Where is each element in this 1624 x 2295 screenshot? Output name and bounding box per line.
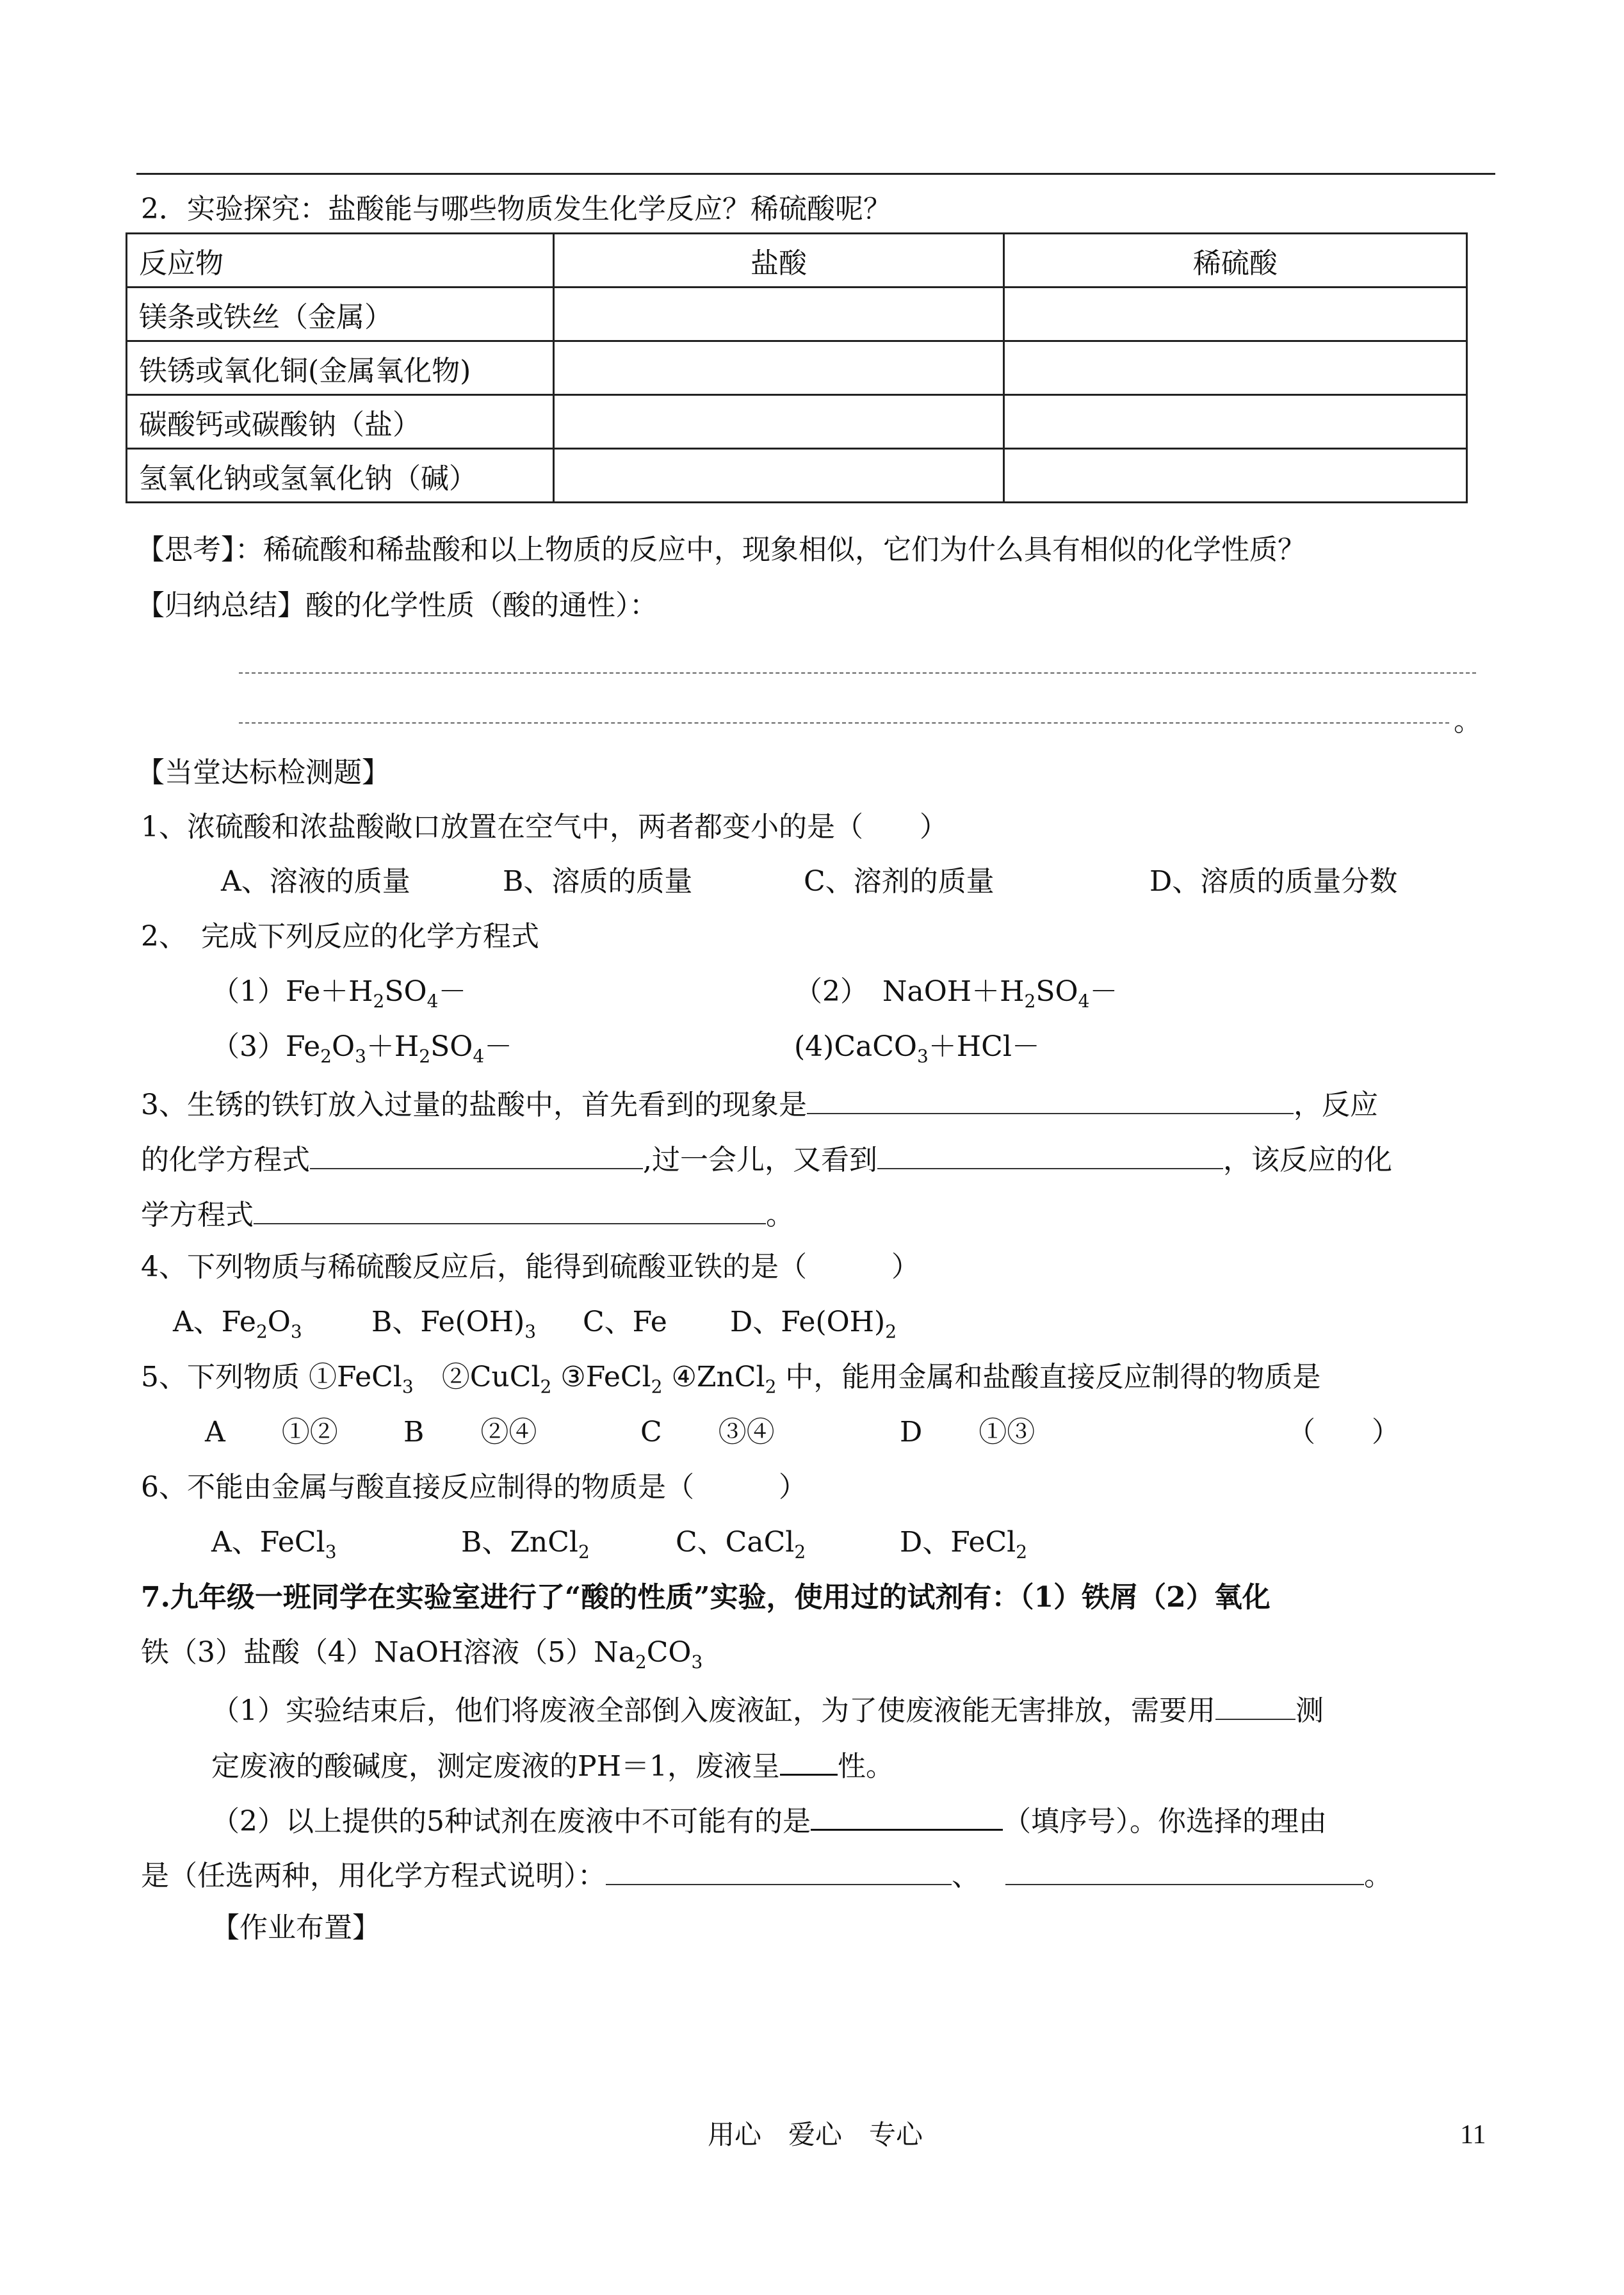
q2-equation-1: $(1)Fe+H_2SO_4-$ [211,975,467,1012]
answer-line-1[interactable] [239,672,1476,674]
table-header-h2so4: 稀硫酸 [1003,234,1466,288]
section2-title: 2．实验探究：盐酸能与哪些物质发生化学反应？稀硫酸呢？ [141,193,891,225]
table-cell-empty[interactable] [554,449,1004,503]
table-row [127,449,1467,503]
table-row-label: 碳酸钙或碳酸钠（盐） [127,395,554,449]
table-row-label: 氢氧化钠或氢氧化钠（碱） [127,449,554,503]
q5-option-c[interactable]: C ③④ [640,1416,775,1448]
q5-answer-paren[interactable]: （ ） [1287,1416,1400,1448]
q7-line-2: 铁（3）盐酸（4）NaOH溶液$(5)Na_2CO_3$ [141,1636,703,1673]
q2-equation-3: $(3)Fe_2O_3+H_2SO_4-$ [211,1030,513,1067]
table-header-hcl: 盐酸 [554,234,1004,288]
q2-equation-2: （2） $NaOH+H_2SO_4-$ [794,975,1118,1012]
table-row-label: 镁条或铁丝（金属） [127,288,554,341]
table-row [127,395,1467,449]
q2-equation-4: (4)CaCO$_3$＋HCl－ [794,1030,1040,1067]
summary-end-mark: 。 [1454,705,1482,738]
q3-blank-phenomenon-2[interactable] [877,1139,1223,1169]
q5-option-a[interactable]: A ①② [205,1416,338,1448]
q7-blank-nature[interactable] [780,1744,838,1776]
q7-blank-reason-2[interactable] [1005,1854,1364,1885]
table-header-row [127,234,1467,288]
table-cell-empty[interactable] [1003,395,1466,449]
q4-option-a[interactable]: A、$Fe_2O_3$ [173,1306,302,1342]
q3-blank-equation-1[interactable] [310,1139,643,1169]
table-cell-empty[interactable] [554,395,1004,449]
q3-line-2: 的化学方程式 ,过一会儿，又看到 ，该反应的化 [141,1139,1392,1179]
q1-option-b[interactable]: B、溶质的质量 [503,865,693,898]
q6-stem: 6、不能由金属与酸直接反应制得的物质是（ ） [141,1471,807,1504]
q1-option-d[interactable]: D、溶质的质量分数 [1149,865,1398,898]
q7-line-4: 定废液的酸碱度，测定废液的PH＝1，废液呈 性。 [211,1744,894,1785]
q3-line-3: 学方程式 。 [141,1194,794,1234]
q4-option-b[interactable]: B、$Fe(OH)_3$ [371,1306,537,1342]
answer-line-2[interactable] [239,722,1449,724]
q4-option-c[interactable]: C、Fe [583,1306,667,1338]
table-cell-empty[interactable] [1003,449,1466,503]
homework-title: 【作业布置】 [211,1911,380,1944]
table-cell-empty[interactable] [1003,288,1466,341]
q7-line-5: （2）以上提供的5种试剂在废液中不可能有的是 （填序号）。你选择的理由 [211,1799,1327,1840]
summary-text: 【归纳总结】酸的化学性质（酸的通性）： [136,589,658,622]
table-cell-empty[interactable] [1003,341,1466,395]
q6-option-c[interactable]: C、CaCl$_2$ [676,1526,806,1562]
header-rule [136,173,1495,175]
q3-blank-phenomenon[interactable] [807,1083,1294,1114]
q3-line-1: 3、生锈的铁钉放入过量的盐酸中，首先看到的现象是 ，反应 [141,1083,1378,1124]
think-text: 【思考】：稀硫酸和稀盐酸和以上物质的反应中，现象相似，它们为什么具有相似的化学性质？ [136,533,1306,566]
q7-blank-reagents[interactable] [811,1799,1003,1831]
q5-stem: 5、下列物质 ①FeCl$_3$ ②CuCl$_2$ ③FeCl$_2$ ④ZnCl$_2$ 中，能用金属和盐酸直接反应制得的物质是 [141,1361,1321,1397]
table-row [127,288,1467,341]
table-row [127,341,1467,395]
q7-blank-tool[interactable] [1215,1689,1295,1720]
q4-option-d[interactable]: D、$Fe(OH)_2$ [730,1306,897,1342]
q5-option-b[interactable]: B ②④ [403,1416,537,1448]
table-cell-empty[interactable] [554,341,1004,395]
table-cell-empty[interactable] [554,288,1004,341]
q1-stem: 1、浓硫酸和浓盐酸敞口放置在空气中，两者都变小的是（ ） [141,811,948,843]
footer-motto: 用心 爱心 专心 [708,2119,923,2150]
q2-stem: 2、 完成下列反应的化学方程式 [141,920,539,953]
reaction-table [126,232,1468,503]
table-header-reactant: 反应物 [127,234,554,288]
q7-line-6: 是（任选两种，用化学方程式说明）： 、 。 [141,1854,1392,1895]
test-title: 【当堂达标检测题】 [136,756,390,789]
q3-blank-equation-2[interactable] [254,1194,766,1224]
q4-stem: 4、下列物质与稀硫酸反应后，能得到硫酸亚铁的是（ ） [141,1251,920,1283]
q6-option-a[interactable]: A、FeCl$_3$ [211,1526,337,1562]
table-row-label: 铁锈或氧化铜(金属氧化物) [127,341,554,395]
q7-line-3: （1）实验结束后，他们将废液全部倒入废液缸，为了使废液能无害排放，需要用 测 [211,1689,1324,1730]
page-number: 11 [1460,2120,1486,2150]
q6-option-d[interactable]: D、FeCl$_2$ [900,1526,1028,1562]
q7-blank-reason-1[interactable] [606,1854,952,1885]
q1-option-c[interactable]: C、溶剂的质量 [804,865,995,898]
q5-option-d[interactable]: D ①③ [900,1416,1035,1448]
q1-option-a[interactable]: A、溶液的质量 [221,865,410,898]
q6-option-b[interactable]: B、ZnCl$_2$ [461,1526,590,1562]
q7-line-1: 7.九年级一班同学在实验室进行了“酸的性质”实验，使用过的试剂有：（1）铁屑（2）氧化 [141,1581,1271,1614]
